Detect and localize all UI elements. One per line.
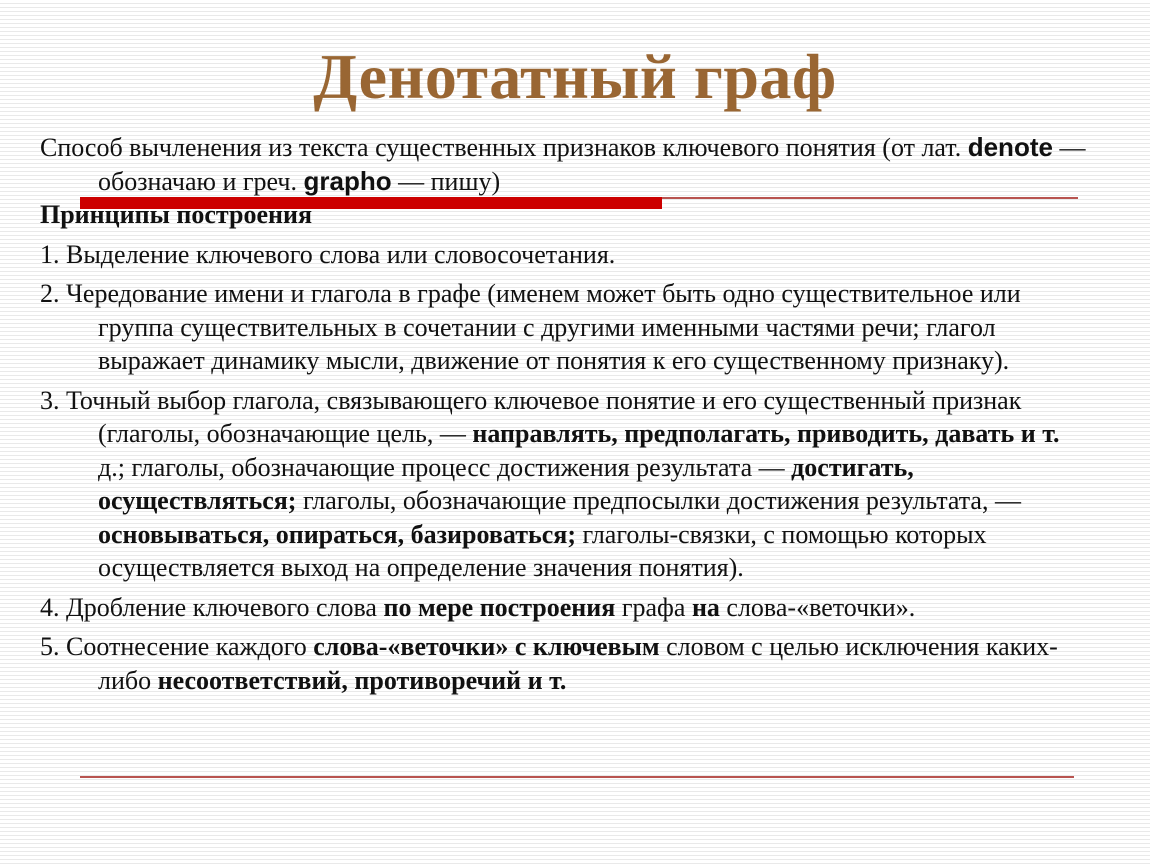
principle-item-5 xyxy=(40,630,1090,697)
red-rule-bottom xyxy=(80,776,1074,778)
item-5-bold-2: несоответствий, противоречий и т. xyxy=(157,665,567,695)
item-4-bold-1: по мере построения xyxy=(383,592,616,622)
item-3-text-1: 3. Точный выбор глагола, связывающего ключевое понятие и его существенный признак (глаголы, обозначающие цель, — xyxy=(40,385,1022,448)
principle-item-2: 2. Чередование имени и глагола в графе (именем может быть одно существительное или группа существительных в сочетании с другими именными частями речи; глагол выражает динамику мысли, движение от понятия к его существенному признаку). xyxy=(40,279,1021,375)
item-4-bold-2: на xyxy=(691,592,720,622)
item-3-bold-2: достигать, осуществляться; xyxy=(98,452,914,515)
slide-title: Денотатный граф xyxy=(313,41,837,112)
principles-heading: Принципы построения xyxy=(40,200,313,229)
item-4-text-1: 4. Дробление ключевого слова xyxy=(40,592,384,622)
item-3-bold-3: основываться, опираться, базироваться; xyxy=(98,519,576,549)
item-3-text-3: глаголы, обозначающие предпосылки достижения результата, — xyxy=(296,486,1021,515)
intro-text-3: — пишу) xyxy=(391,166,501,196)
principle-item-1: 1. Выделение ключевого слова или словосочетания. xyxy=(40,239,616,269)
item-5-text-1: 5. Соотнесение каждого xyxy=(40,632,314,661)
intro-paragraph xyxy=(40,131,1090,198)
principle-item-3 xyxy=(40,384,1090,585)
item-4-text-3: слова-«веточки». xyxy=(719,592,916,622)
slide-body xyxy=(40,131,1090,697)
intro-text-1: Способ вычленения из текста существенных признаков ключевого понятия (от лат. xyxy=(40,133,968,162)
term-grapho: grapho xyxy=(303,165,392,196)
item-5-bold-1: слова-«веточки» с ключевым xyxy=(313,632,660,661)
item-3-text-2: д.; глаголы, обозначающие процесс достижения результата — xyxy=(98,452,792,482)
term-denote: denote xyxy=(967,132,1053,162)
item-5-text-2: словом с целью исключения каких-либо xyxy=(98,632,1058,695)
intro-text-2: — обозначаю и греч. xyxy=(98,133,1086,196)
item-3-text-4: глаголы-связки, с помощью которых осуществляется выход на определение значения понятия). xyxy=(98,519,987,582)
principle-item-4 xyxy=(40,591,1090,625)
item-4-text-2: графа xyxy=(615,592,692,622)
item-3-bold-1: направлять, предполагать, приводить, давать и т. xyxy=(472,419,1060,448)
